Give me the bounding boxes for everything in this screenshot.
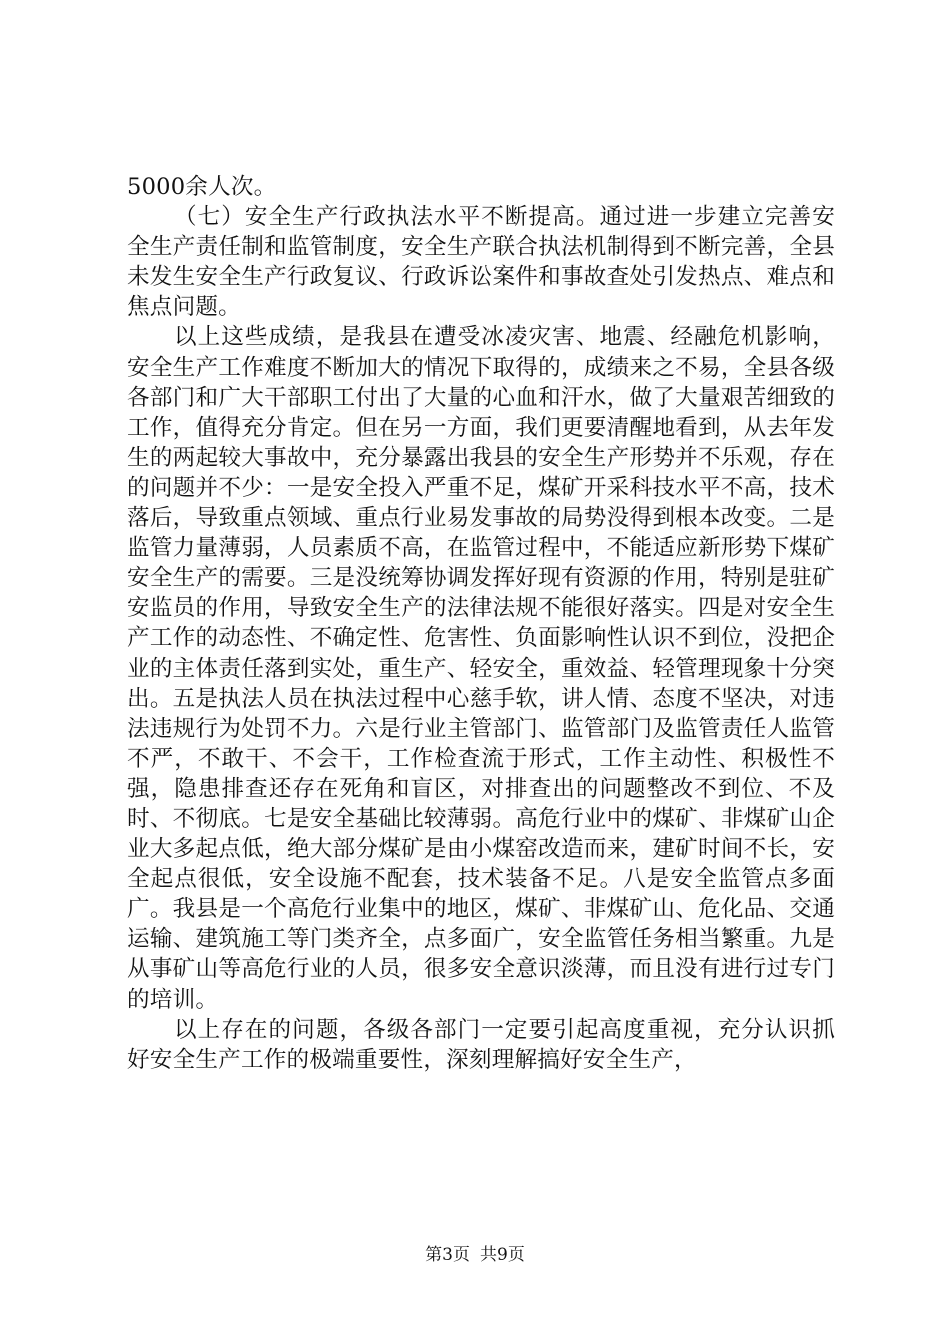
page-total: 共9页 (480, 1245, 525, 1265)
paragraph-section-seven: （七）安全生产行政执法水平不断提高。通过进一步建立完善安全生产责任制和监管制度，安全生产联合执法机制得到不断完善，全县未发生安全生产行政复议、行政诉讼案件和事故查处引发热点、难点和焦点问题。 (127, 204, 835, 321)
paragraph-continuation: 5000余人次。 (127, 174, 277, 200)
paragraph-conclusion: 以上存在的问题，各级各部门一定要引起高度重视，充分认识抓好安全生产工作的极端重要性，深刻理解搞好安全生产， (127, 1016, 835, 1073)
page-number: 第3页 (425, 1245, 470, 1265)
paragraph-achievements-and-problems: 以上这些成绩，是我县在遭受冰凌灾害、地震、经融危机影响，安全生产工作难度不断加大的情况下取得的，成绩来之不易，全县各级各部门和广大干部职工付出了大量的心血和汗水，做了大量艰苦细致的工作，值得充分肯定。但在另一方面，我们更要清醒地看到，从去年发生的两起较大事故中，充分暴露出我县的安全生产形势并不乐观，存在的问题并不少：一是安全投入严重不足，煤矿开采科技水平不高，技术落后，导致重点领域、重点行业易发事故的局势没得到根本改变。二是监管力量薄弱，人员素质不高，在监管过程中，不能适应新形势下煤矿安全生产的需要。三是没统筹协调发挥好现有资源的作用，特别是驻矿安监员的作用，导致安全生产的法律法规不能很好落实。四是对安全生产工作的动态性、不确定性、危害性、负面影响性认识不到位，没把企业的主体责任落到实处，重生产、轻安全，重效益、轻管理现象十分突出。五是执法人员在执法过程中心慈手软，讲人情、态度不坚决，对违法违规行为处罚不力。六是行业主管部门、监管部门及监管责任人监管不严，不敢干、不会干，工作检查流于形式，工作主动性、积极性不强，隐患排查还存在死角和盲区，对排查出的问题整改不到位、不及时、不彻底。七是安全基础比较薄弱。高危行业中的煤矿、非煤矿山企业大多起点低，绝大部分煤矿是由小煤窑改造而来，建矿时间不长，安全起点很低，安全设施不配套，技术装备不足。八是安全监管点多面广。我县是一个高危行业集中的地区，煤矿、非煤矿山、危化品、交通运输、建筑施工等门类齐全，点多面广，安全监管任务相当繁重。九是从事矿山等高危行业的人员，很多安全意识淡薄，而且没有进行过专门的培训。 (127, 324, 835, 1013)
document-body (127, 172, 835, 1075)
page-footer (0, 1244, 950, 1266)
